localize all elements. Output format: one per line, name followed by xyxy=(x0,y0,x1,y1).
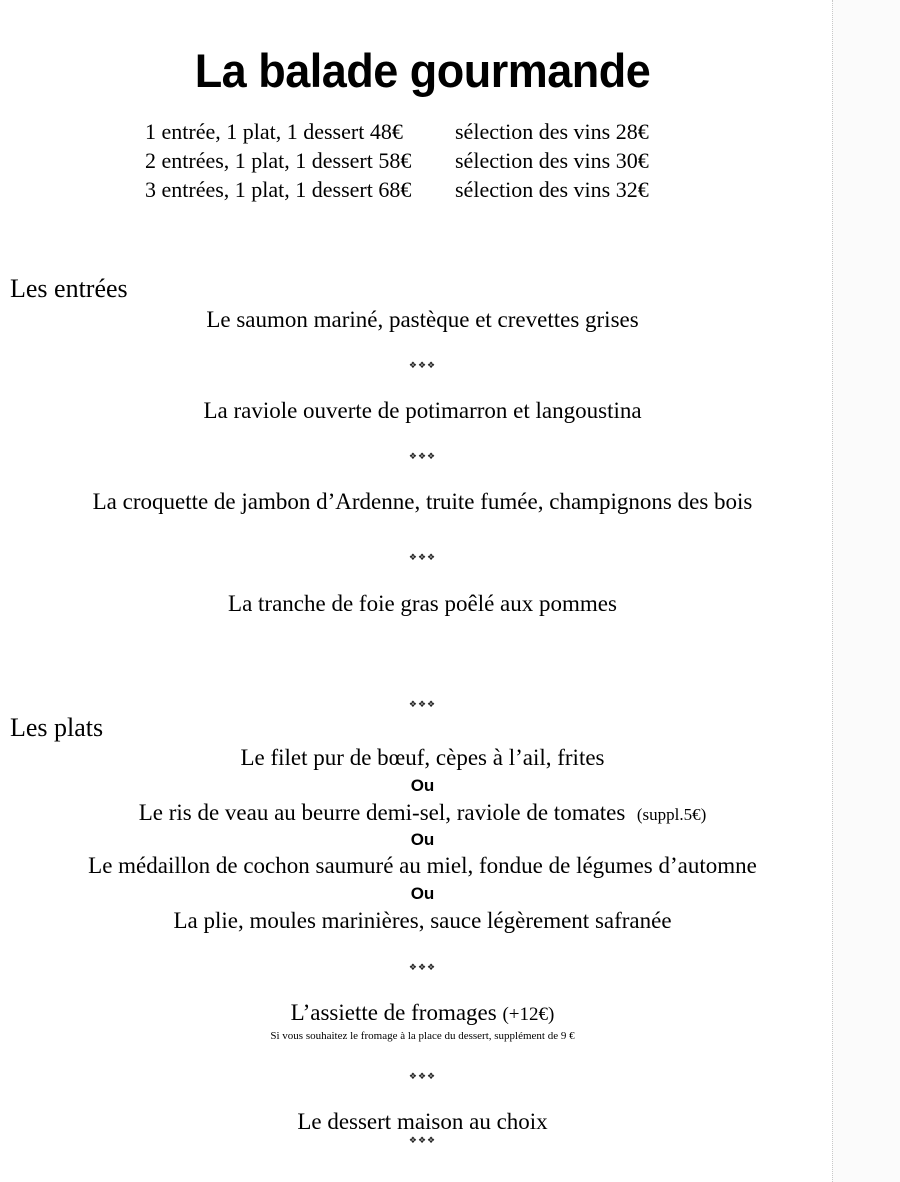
or-label: Ou xyxy=(410,776,435,795)
formula-menu: 3 entrées, 1 plat, 1 dessert 68€ xyxy=(145,177,412,202)
cheese-supplement: (+12€) xyxy=(502,1004,555,1025)
cheese-item xyxy=(0,1000,845,1026)
formula-line xyxy=(145,148,649,174)
plat-name: La plie, moules marinières, sauce légèrement safranée xyxy=(173,908,672,933)
separator-ornament: ❖❖❖ xyxy=(408,552,437,562)
dessert-item: Le dessert maison au choix xyxy=(297,1109,548,1134)
formula-wine: sélection des vins 28€ xyxy=(455,119,649,144)
separator-ornament: ❖❖❖ xyxy=(408,360,437,370)
cheese-name: L’assiette de fromages xyxy=(290,1000,497,1025)
plat-item xyxy=(0,800,845,826)
plat-item xyxy=(0,745,845,771)
separator-ornament: ❖❖❖ xyxy=(408,1135,437,1145)
section-heading-entrees: Les entrées xyxy=(10,274,128,303)
plat-name: Le ris de veau au beurre demi-sel, raviole de tomates xyxy=(138,800,626,825)
entree-item: La tranche de foie gras poêlé aux pommes xyxy=(228,591,617,616)
formula-line xyxy=(145,119,649,145)
separator-ornament: ❖❖❖ xyxy=(408,962,437,972)
or-label: Ou xyxy=(410,830,435,849)
separator-ornament: ❖❖❖ xyxy=(408,1071,437,1081)
cheese-note: Si vous souhaitez le fromage à la place du dessert, supplément de 9 € xyxy=(270,1030,575,1042)
section-heading-plats: Les plats xyxy=(10,713,104,742)
formula-wine: sélection des vins 32€ xyxy=(455,177,649,202)
plat-name: Le filet pur de bœuf, cèpes à l’ail, frites xyxy=(240,745,605,770)
formula-line xyxy=(145,177,649,203)
or-label: Ou xyxy=(410,884,435,903)
menu-title: La balade gourmande xyxy=(194,43,651,98)
entree-item: Le saumon mariné, pastèque et crevettes grises xyxy=(206,307,639,332)
formula-menu: 1 entrée, 1 plat, 1 dessert 48€ xyxy=(145,119,403,144)
entree-item: La croquette de jambon d’Ardenne, truite fumée, champignons des bois xyxy=(92,489,753,514)
plat-name: Le médaillon de cochon saumuré au miel, fondue de légumes d’automne xyxy=(88,853,757,878)
plat-item xyxy=(0,908,845,934)
separator-ornament: ❖❖❖ xyxy=(408,451,437,461)
formula-wine: sélection des vins 30€ xyxy=(455,148,649,173)
plat-item xyxy=(0,853,845,879)
separator-ornament: ❖❖❖ xyxy=(408,699,437,709)
formula-menu: 2 entrées, 1 plat, 1 dessert 58€ xyxy=(145,148,412,173)
entree-item: La raviole ouverte de potimarron et langoustina xyxy=(203,398,642,423)
plat-supplement: (suppl.5€) xyxy=(636,805,707,824)
